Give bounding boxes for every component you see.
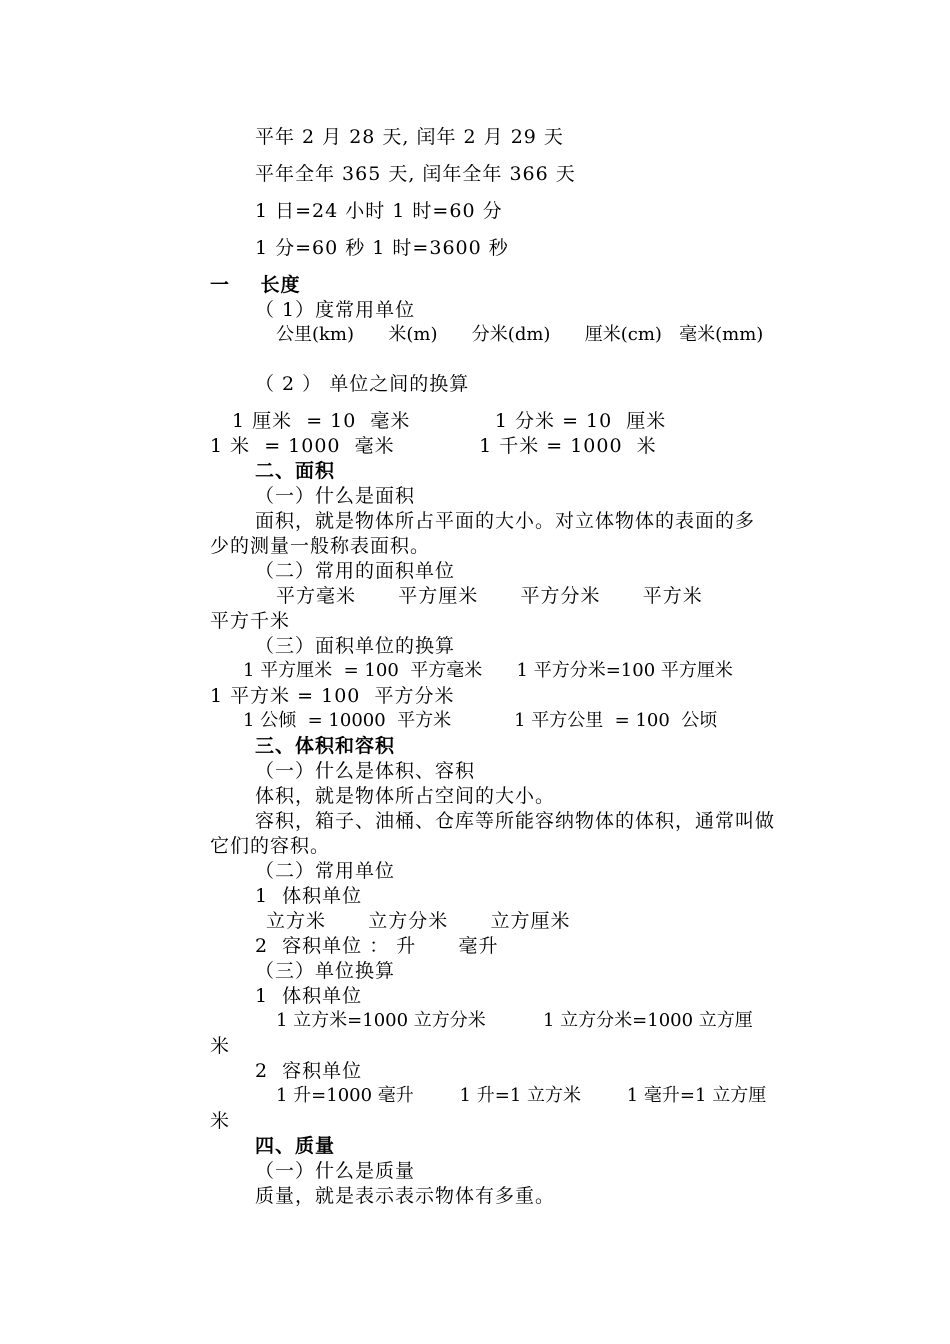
text-line: 1 体积单位 <box>255 985 363 1007</box>
text-line: 平年 2 月 28 天, 闰年 2 月 29 天 <box>255 126 564 148</box>
text-line: 公里(km) 米(m) 分米(dm) 厘米(cm) 毫米(mm) <box>276 324 764 345</box>
text-line: 2 容积单位 <box>255 1060 363 1082</box>
text-line: 平年全年 365 天, 闰年全年 366 天 <box>255 163 576 185</box>
text-line: （二）常用的面积单位 <box>255 560 456 582</box>
text-line: 1 日=24 小时 1 时=60 分 <box>255 200 503 222</box>
text-line: 平方毫米 平方厘米 平方分米 平方米 <box>276 585 703 607</box>
text-line: 少的测量一般称表面积。 <box>210 535 431 557</box>
text-line: 米 <box>210 1110 231 1132</box>
text-line: 1 厘米 = 10 毫米 1 分米 = 10 厘米 <box>232 410 667 432</box>
text-line: 1 分=60 秒 1 时=3600 秒 <box>255 237 509 259</box>
text-line: （一）什么是面积 <box>255 485 416 507</box>
section-heading-area: 二、面积 <box>255 460 336 482</box>
text-line: 1 平方米 = 100 平方分米 <box>210 685 455 707</box>
text-line: （一）什么是体积、容积 <box>255 760 476 782</box>
text-line: 2 容积单位 ： 升 毫升 <box>255 935 499 957</box>
text-line: 米 <box>210 1035 231 1057</box>
text-line: （一）什么是质量 <box>255 1160 416 1182</box>
text-line: （三）单位换算 <box>255 960 396 982</box>
text-line: 1 平方厘米 = 100 平方毫米 1 平方分米=100 平方厘米 <box>243 660 733 681</box>
text-line: 平方千米 <box>210 610 291 632</box>
text-line: （三）面积单位的换算 <box>255 635 456 657</box>
text-line: （ 2 ） 单位之间的换算 <box>255 373 470 395</box>
text-line: 1 体积单位 <box>255 885 363 907</box>
text-line: 体积，就是物体所占空间的大小。 <box>255 785 556 807</box>
section-heading-mass: 四、质量 <box>255 1135 336 1157</box>
text-line: 立方米 立方分米 立方厘米 <box>266 910 571 932</box>
text-line: 质量，就是表示表示物体有多重。 <box>255 1185 556 1207</box>
text-line: 它们的容积。 <box>210 835 331 857</box>
text-line: 面积，就是物体所占平面的大小。对立体物体的表面的多 <box>255 510 756 532</box>
section-heading-volume: 三、体积和容积 <box>255 735 396 757</box>
text-line: 1 立方米=1000 立方分米 1 立方分米=1000 立方厘 <box>276 1010 753 1031</box>
text-line: 容积，箱子、油桶、仓库等所能容纳物体的体积，通常叫做 <box>255 810 776 832</box>
text-line: （ 1）度常用单位 <box>255 299 416 321</box>
text-line: 1 公倾 = 10000 平方米 1 平方公里 = 100 公顷 <box>243 710 718 731</box>
section-heading-length: 一 长度 <box>210 274 301 296</box>
text-line: 1 米 = 1000 毫米 1 千米 = 1000 米 <box>210 435 657 457</box>
text-line: （二）常用单位 <box>255 860 396 882</box>
text-line: 1 升=1000 毫升 1 升=1 立方米 1 毫升=1 立方厘 <box>276 1085 767 1106</box>
